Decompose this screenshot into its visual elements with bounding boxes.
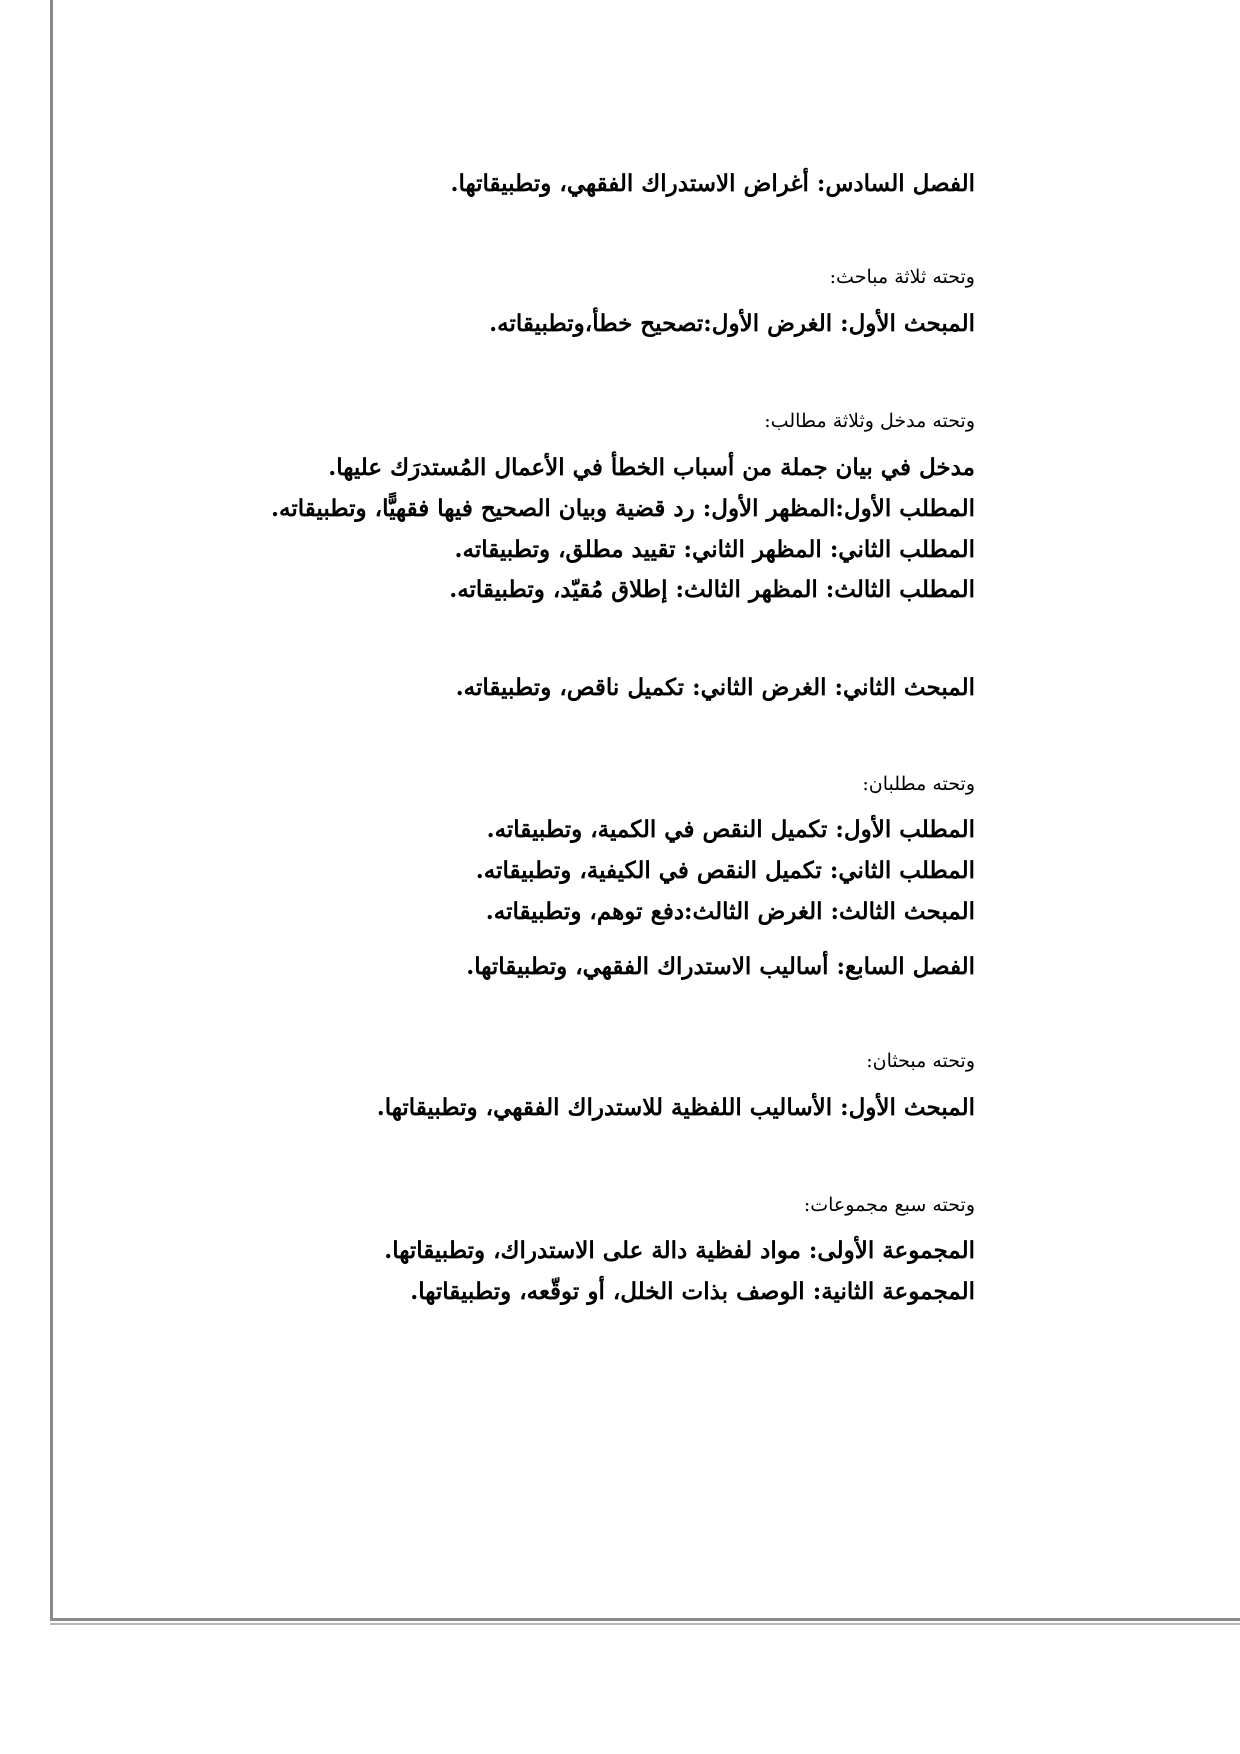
subsection-3-item: المطلب الثالث: المظهر الثالث: إطلاق مُقيّد، وتطبيقاته. [449,576,975,603]
section-2-subintro: وتحته مطلبان: [862,773,975,795]
section-2-heading: المبحث الثاني: الغرض الثاني: تكميل ناقص، وتطبيقاته. [455,674,975,701]
subsection-2-item: المطلب الثاني: المظهر الثاني: تقييد مطلق، وتطبيقاته. [454,536,975,563]
introduction-item: مدخل في بيان جملة من أسباب الخطأ في الأعمال المُستدرَك عليها. [328,454,975,481]
page-border [50,0,1240,1621]
chapter-7-heading: الفصل السابع: أساليب الاستدراك الفقهي، وتطبيقاتها. [466,953,975,980]
section-1-heading: المبحث الأول: الغرض الأول:تصحيح خطأ،وتطبيقاته. [489,310,975,337]
section-1-subintro: وتحته مدخل وثلاثة مطالب: [764,410,975,432]
subsection-1-item: المطلب الأول:المظهر الأول: رد قضية وبيان الصحيح فيها فقهيًّا، وتطبيقاته. [271,495,975,522]
chapter-7-section-1-subintro: وتحته سبع مجموعات: [803,1194,975,1216]
chapter-7-section-1-heading: المبحث الأول: الأساليب اللفظية للاستدراك الفقهي، وتطبيقاتها. [376,1094,975,1121]
section-2-subsection-2: المطلب الثاني: تكميل النقص في الكيفية، وتطبيقاته. [475,857,975,884]
group-1-item: المجموعة الأولى: مواد لفظية دالة على الاستدراك، وتطبيقاتها. [384,1237,975,1264]
chapter-6-subintro: وتحته ثلاثة مباحث: [829,266,975,288]
group-2-item: المجموعة الثانية: الوصف بذات الخلل، أو توقّعه، وتطبيقاتها. [410,1278,975,1305]
chapter-7-subintro: وتحته مبحثان: [866,1050,975,1072]
section-3-heading: المبحث الثالث: الغرض الثالث:دفع توهم، وتطبيقاته. [485,898,975,925]
section-2-subsection-1: المطلب الأول: تكميل النقص في الكمية، وتطبيقاته. [486,816,975,843]
chapter-6-heading: الفصل السادس: أغراض الاستدراك الفقهي، وتطبيقاتها. [450,170,975,197]
